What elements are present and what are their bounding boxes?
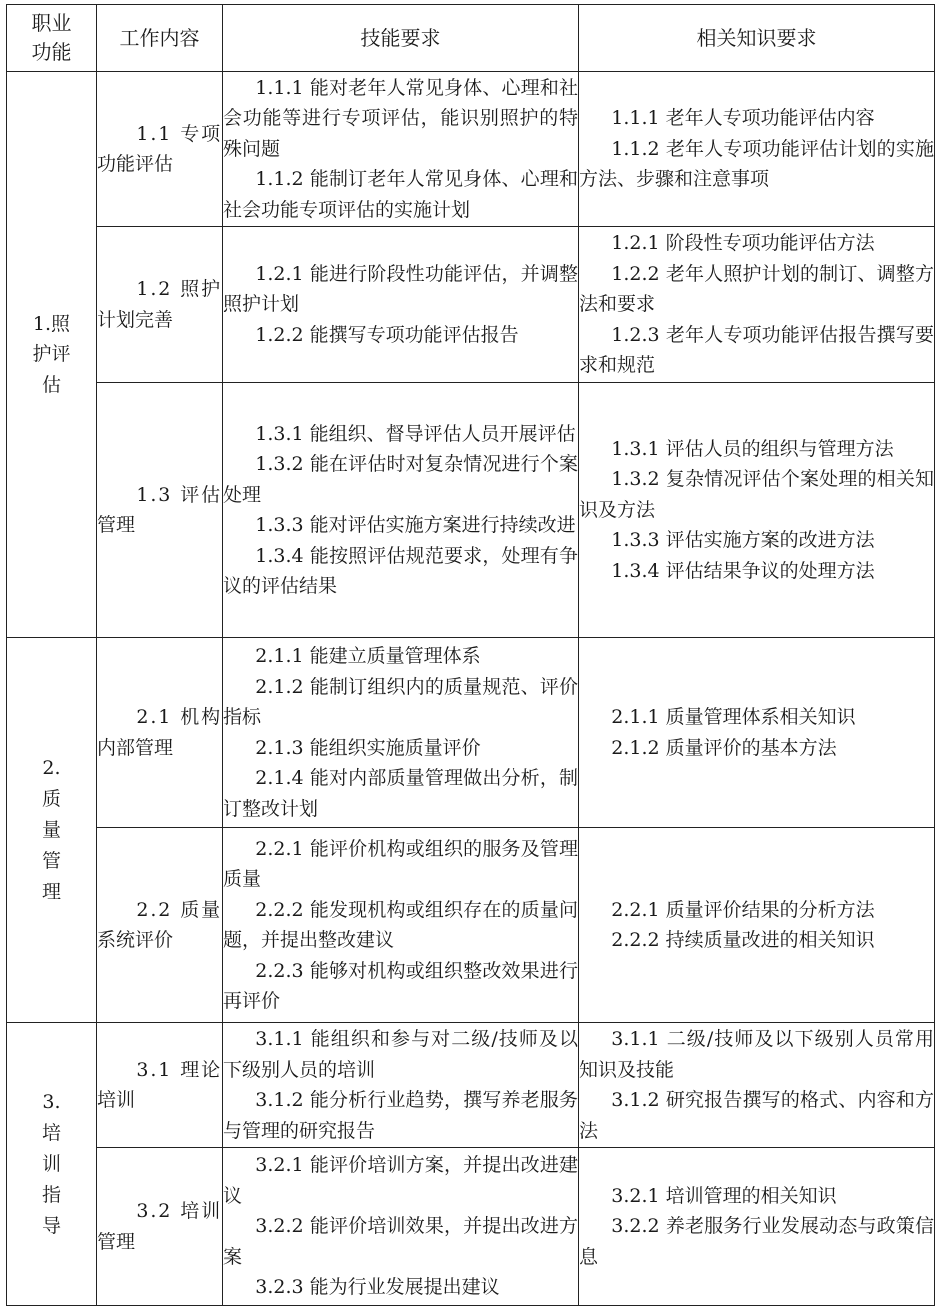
table-row (7, 638, 935, 828)
header-work-content: 工作内容 (97, 5, 223, 72)
work-cell (97, 72, 223, 227)
function-label: 2.质量管理 (41, 756, 61, 903)
work-line-2: 管理 (97, 514, 136, 536)
skill-item: 1.2.1 能进行阶段性功能评估，并调整照护计划 (223, 262, 578, 316)
header-row (7, 5, 935, 72)
work-line-2: 功能评估 (97, 153, 174, 175)
header-function (7, 5, 97, 72)
knowledge-item: 1.2.2 老年人照护计划的制订、调整方法和要求 (579, 262, 934, 316)
table-row (7, 1023, 935, 1148)
knowledge-item: 3.2.2 养老服务行业发展动态与政策信息 (579, 1215, 934, 1268)
skill-item: 2.2.2 能发现机构或组织存在的质量问题，并提出整改建议 (223, 898, 578, 951)
knowledge-cell (579, 638, 935, 828)
function-cell-2 (7, 638, 97, 1023)
function-cell-3 (7, 1023, 97, 1306)
work-line-1: 3.1 理论 (136, 1058, 222, 1081)
skills-cell (223, 828, 579, 1023)
work-cell (97, 383, 223, 638)
work-line-1: 3.2 培训 (136, 1200, 222, 1222)
skill-item: 1.1.2 能制订老年人常见身体、心理和社会功能专项评估的实施计划 (223, 168, 578, 221)
skill-item: 2.1.1 能建立质量管理体系 (255, 645, 481, 667)
work-cell (97, 638, 223, 828)
skill-item: 1.2.2 能撰写专项功能评估报告 (255, 323, 519, 346)
table-row (7, 72, 935, 227)
work-line-2: 培训 (97, 1089, 136, 1111)
function-label: 3.培训指导 (41, 1090, 61, 1237)
table-row (7, 383, 935, 638)
skills-cell (223, 1148, 579, 1306)
skills-cell (223, 638, 579, 828)
work-cell (97, 828, 223, 1023)
knowledge-item: 2.2.2 持续质量改进的相关知识 (611, 929, 875, 951)
skill-item: 2.1.3 能组织实施质量评价 (255, 736, 481, 759)
skill-item: 1.3.4 能按照评估规范要求，处理有争议的评估结果 (223, 544, 578, 597)
knowledge-cell (579, 1148, 935, 1306)
knowledge-cell (579, 383, 935, 638)
header-knowledge: 相关知识要求 (579, 5, 935, 72)
skill-item: 3.1.1 能组织和参与对二级/技师及以下级别人员的培训 (223, 1028, 578, 1081)
skill-item: 2.1.4 能对内部质量管理做出分析，制订整改计划 (223, 767, 578, 820)
knowledge-item: 1.3.4 评估结果争议的处理方法 (611, 559, 875, 582)
skill-item: 1.3.3 能对评估实施方案进行持续改进 (255, 514, 576, 536)
work-line-1: 1.3 评估 (136, 483, 222, 506)
knowledge-item: 1.2.3 老年人专项功能评估报告撰写要求和规范 (579, 323, 934, 377)
skill-item: 3.2.3 能为行业发展提出建议 (255, 1276, 500, 1299)
work-cell (97, 1023, 223, 1148)
knowledge-item: 3.2.1 培训管理的相关知识 (611, 1184, 837, 1207)
header-function-label: 职业功能 (31, 11, 72, 64)
work-line-2: 系统评价 (97, 929, 174, 951)
work-cell (97, 227, 223, 383)
knowledge-cell (579, 72, 935, 227)
knowledge-item: 2.1.1 质量管理体系相关知识 (611, 706, 856, 728)
table-row (7, 828, 935, 1023)
knowledge-item: 3.1.1 二级/技师及以下级别人员常用知识及技能 (579, 1028, 934, 1081)
knowledge-item: 1.1.1 老年人专项功能评估内容 (611, 107, 875, 130)
skill-item: 3.2.1 能评价培训方案，并提出改进建议 (223, 1154, 578, 1207)
knowledge-item: 1.2.1 阶段性专项功能评估方法 (611, 232, 875, 255)
table-row (7, 227, 935, 383)
knowledge-item: 1.3.1 评估人员的组织与管理方法 (611, 437, 894, 460)
work-line-2: 内部管理 (97, 736, 174, 759)
work-line-2: 计划完善 (97, 308, 174, 331)
knowledge-item: 1.3.3 评估实施方案的改进方法 (611, 529, 875, 552)
knowledge-cell (579, 1023, 935, 1148)
knowledge-item: 1.3.2 复杂情况评估个案处理的相关知识及方法 (579, 468, 934, 521)
skill-item: 2.2.1 能评价机构或组织的服务及管理质量 (223, 837, 578, 890)
competency-table (6, 4, 935, 1306)
skills-cell (223, 383, 579, 638)
work-cell (97, 1148, 223, 1306)
header-skills: 技能要求 (223, 5, 579, 72)
skills-cell (223, 72, 579, 227)
work-line-1: 1.1 专项 (136, 122, 222, 145)
skill-item: 3.1.2 能分析行业趋势，撰写养老服务与管理的研究报告 (223, 1089, 578, 1142)
function-cell-1 (7, 72, 97, 638)
skills-cell (223, 227, 579, 383)
skill-item: 1.1.1 能对老年人常见身体、心理和社会功能等进行专项评估，能识别照护的特殊问题 (223, 76, 578, 160)
knowledge-item: 2.2.1 质量评价结果的分析方法 (611, 898, 875, 921)
work-line-1: 2.1 机构 (136, 706, 222, 728)
work-line-2: 管理 (97, 1230, 136, 1253)
skill-item: 1.3.2 能在评估时对复杂情况进行个案处理 (223, 453, 578, 506)
work-line-1: 1.2 照护 (136, 278, 222, 300)
skill-item: 2.1.2 能制订组织内的质量规范、评价指标 (223, 675, 578, 728)
skill-item: 1.3.1 能组织、督导评估人员开展评估 (255, 422, 576, 445)
skill-item: 2.2.3 能够对机构或组织整改效果进行再评价 (223, 959, 578, 1012)
table-row (7, 1148, 935, 1306)
knowledge-item: 3.1.2 研究报告撰写的格式、内容和方法 (579, 1089, 934, 1142)
knowledge-item: 1.1.2 老年人专项功能评估计划的实施方法、步骤和注意事项 (579, 137, 934, 191)
knowledge-cell (579, 828, 935, 1023)
skill-item: 3.2.2 能评价培训效果，并提出改进方案 (223, 1215, 578, 1268)
knowledge-item: 2.1.2 质量评价的基本方法 (611, 736, 837, 759)
work-line-1: 2.2 质量 (136, 898, 222, 921)
skills-cell (223, 1023, 579, 1148)
knowledge-cell (579, 227, 935, 383)
function-label: 1.照护评估 (32, 312, 71, 396)
